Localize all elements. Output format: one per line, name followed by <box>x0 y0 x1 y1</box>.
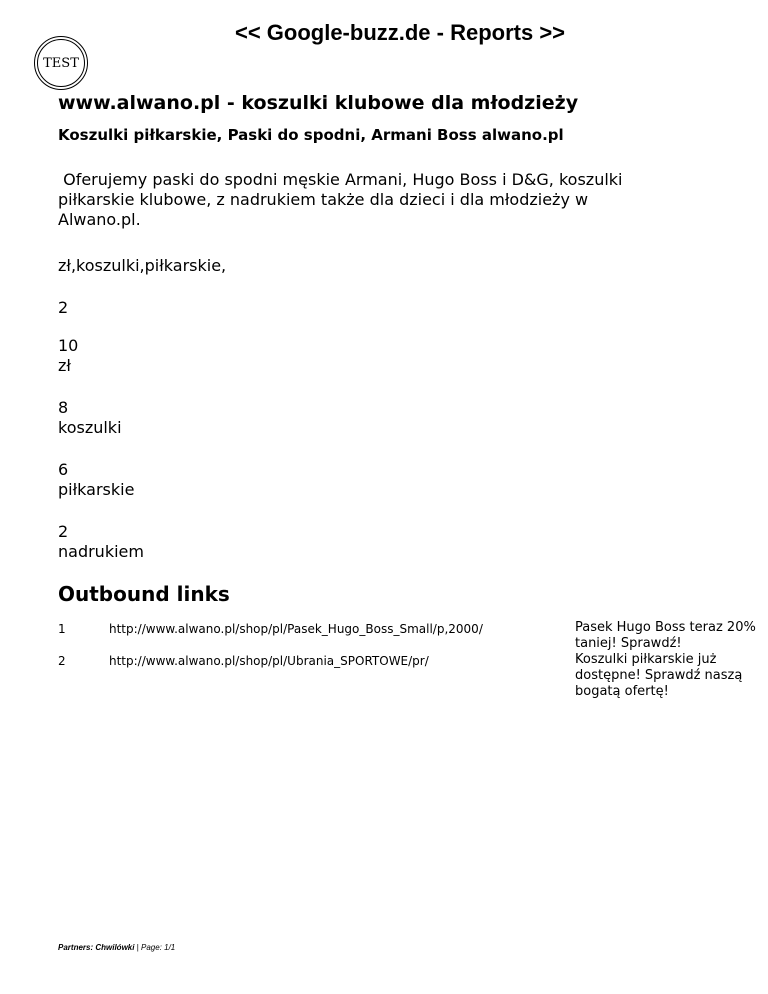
keyword-word: nadrukiem <box>58 542 144 561</box>
page-subtitle: Koszulki piłkarskie, Paski do spodni, Armani Boss alwano.pl <box>58 126 564 144</box>
keyword-count-value: 6 <box>58 460 69 479</box>
outbound-links-heading: Outbound links <box>58 582 230 606</box>
keyword-count-list <box>58 336 144 584</box>
keyword-word: zł <box>58 356 71 375</box>
outbound-link-description: Pasek Hugo Boss teraz 20% taniej! Sprawdź! <box>575 620 756 651</box>
outbound-link-url[interactable]: http://www.alwano.pl/shop/pl/Pasek_Hugo_Boss_Small/p,2000/ <box>109 622 483 636</box>
keyword-count-entry <box>58 460 144 500</box>
keyword-word: koszulki <box>58 418 122 437</box>
keyword-count-entry <box>58 398 144 438</box>
keyword-count-entry <box>58 522 144 562</box>
footer-partners: Partners: Chwilówki <box>58 943 135 952</box>
link-number: 1 <box>58 622 66 636</box>
outbound-link-description: Koszulki piłkarskie już dostępne! Sprawdź naszą bogatą ofertę! <box>575 652 743 699</box>
keyword-count-value: 10 <box>58 336 79 355</box>
keywords-line: zł,koszulki,piłkarskie, <box>58 256 227 275</box>
keyword-count-value: 2 <box>58 522 69 541</box>
site-title: www.alwano.pl - koszulki klubowe dla młodzieży <box>58 92 579 114</box>
footer-page-number: Page: 1/1 <box>141 943 176 952</box>
page-footer <box>58 943 175 952</box>
test-seal-icon <box>34 36 88 90</box>
keyword-count-value: 8 <box>58 398 69 417</box>
keyword-count-entry <box>58 336 144 376</box>
report-header-title: << Google-buzz.de - Reports >> <box>234 20 566 45</box>
seal-text: TEST <box>37 39 85 87</box>
footer-separator: | <box>134 943 141 952</box>
site-description: Oferujemy paski do spodni męskie Armani, Hugo Boss i D&G, koszulki piłkarskie klubowe, z nadrukiem także dla dzieci i dla młodzieży w Alwano.pl. <box>58 170 623 229</box>
keyword-word: piłkarskie <box>58 480 135 499</box>
keyword-count: 2 <box>58 298 69 317</box>
outbound-link-url[interactable]: http://www.alwano.pl/shop/pl/Ubrania_SPORTOWE/pr/ <box>109 654 429 668</box>
link-number: 2 <box>58 654 66 668</box>
